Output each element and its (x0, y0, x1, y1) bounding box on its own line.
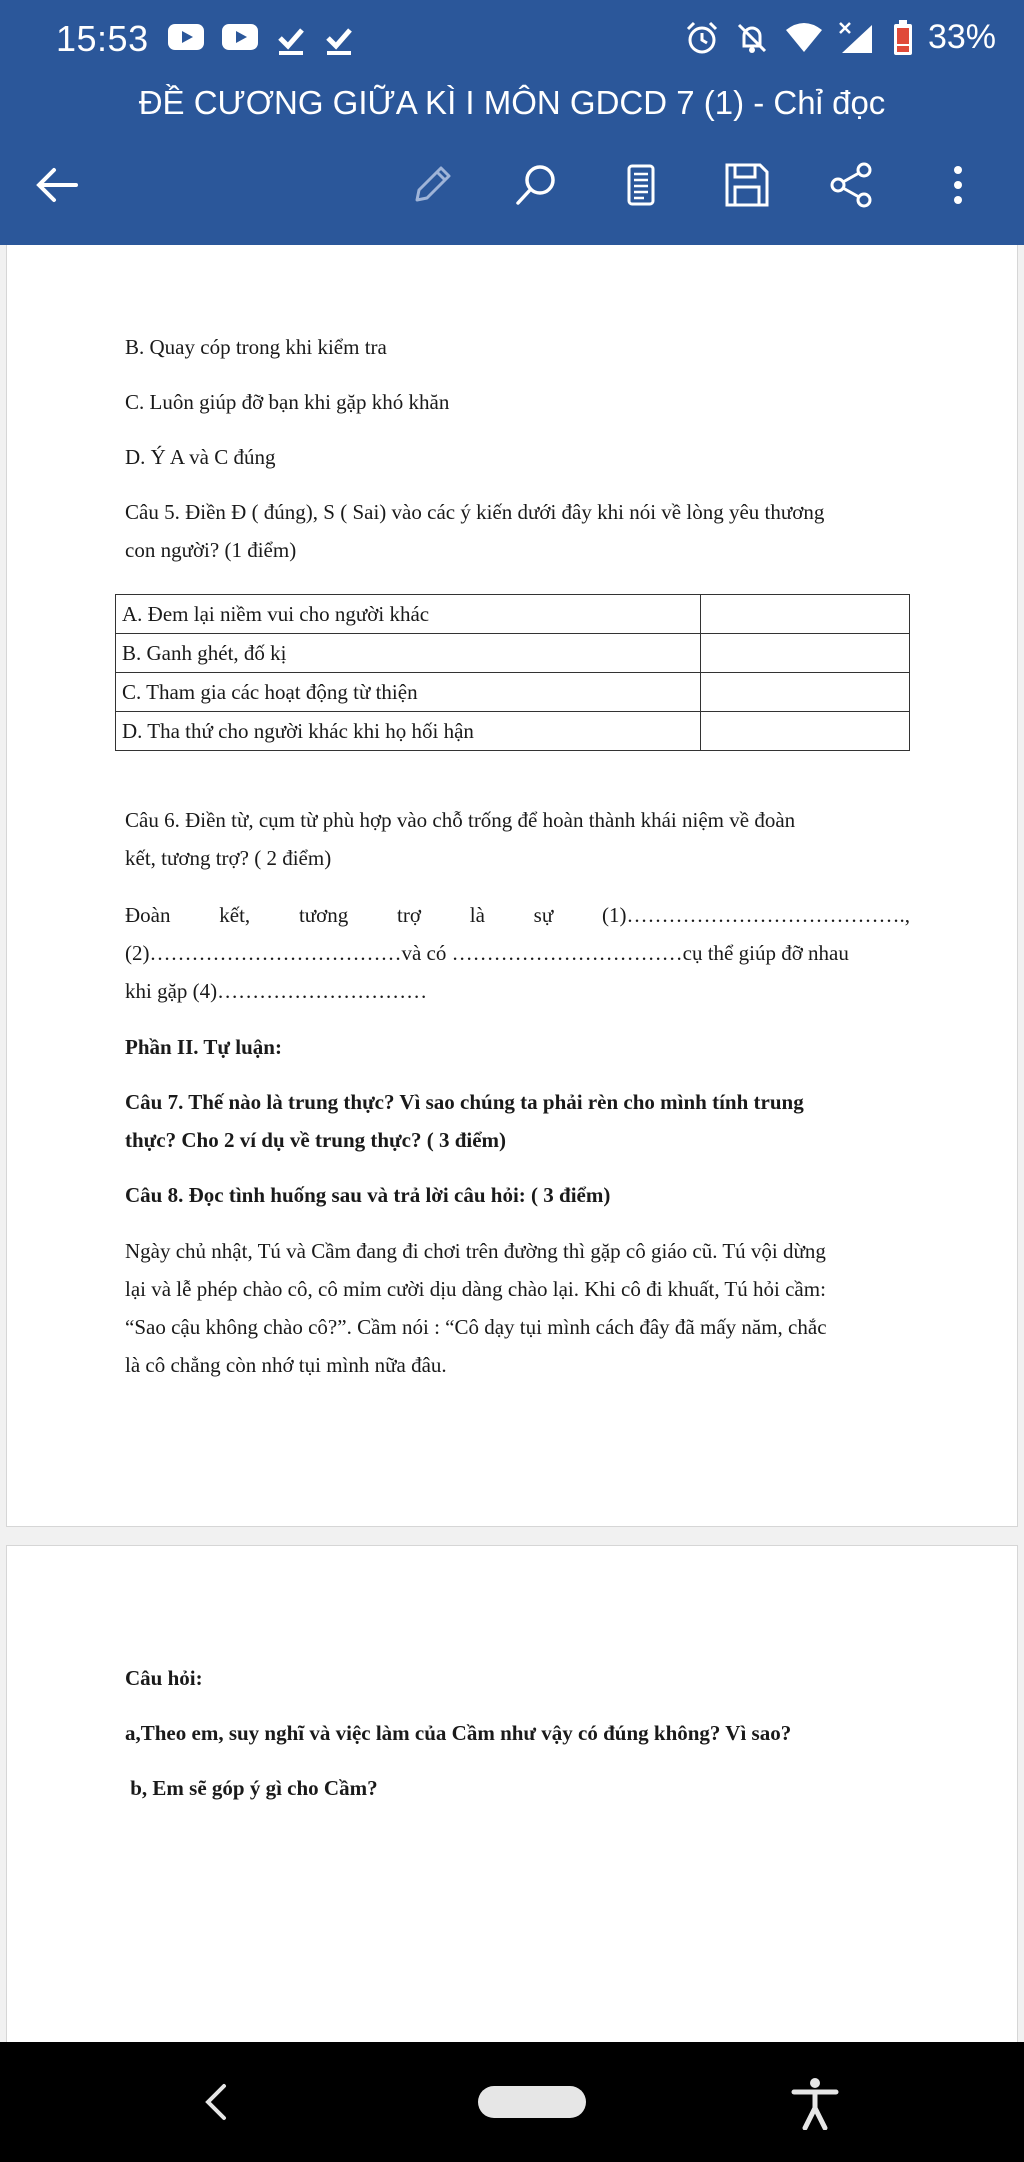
answer-option-c: C. Luôn giúp đỡ bạn khi gặp khó khăn (125, 390, 450, 414)
reading-view-button[interactable] (606, 150, 676, 220)
table-cell-statement: D. Tha thứ cho người khác khi họ hối hận (116, 712, 701, 751)
table-cell-statement: B. Ganh ghét, đố kị (116, 634, 701, 673)
question-6-line1: Câu 6. Điền từ, cụm từ phù hợp vào chỗ trống để hoàn thành khái niệm về đoàn (125, 808, 796, 832)
save-button[interactable] (712, 150, 782, 220)
document-title: ĐỀ CƯƠNG GIỮA KÌ I MÔN GDCD 7 (1) - Chỉ đọc (138, 84, 886, 121)
question-5-line1: Câu 5. Điền Đ ( đúng), S ( Sai) vào các ý kiến dưới đây khi nói về lòng yêu thương (125, 500, 825, 524)
table-cell-answer[interactable] (701, 712, 910, 751)
fill-blank-1: (1)…………………………………., (601, 903, 910, 927)
battery-percentage: 33% (927, 18, 996, 56)
youtube-icon (168, 24, 204, 50)
question-5-line2: con người? (1 điểm) (125, 538, 297, 562)
download-done-icon (276, 24, 306, 56)
back-button[interactable] (22, 150, 92, 220)
fill-in-line-2: (2)………………………………và có ……………………………cụ thể giúp đỡ nhau (125, 941, 849, 965)
battery-low-icon (892, 20, 914, 56)
status-bar (0, 0, 1024, 80)
question-6-line2: kết, tương trợ? ( 2 điểm) (125, 846, 332, 870)
fill-word: sự (533, 903, 554, 927)
table-row (116, 673, 910, 712)
wifi-icon (784, 22, 824, 54)
story-line: là cô chẳng còn nhớ tụi mình nữa đâu. (125, 1353, 447, 1377)
fill-in-line-1 (125, 896, 910, 934)
nav-home-pill[interactable] (478, 2086, 586, 2118)
fill-word: kết, (219, 903, 251, 927)
more-options-button[interactable] (923, 150, 993, 220)
search-icon (512, 160, 562, 210)
fill-in-line-3: khi gặp (4)………………………… (125, 979, 428, 1003)
signal-icon (838, 21, 878, 55)
nav-back-icon[interactable] (196, 2080, 236, 2124)
status-time: 15:53 (56, 18, 149, 59)
notifications-off-icon (734, 20, 770, 56)
answer-option-b: B. Quay cóp trong khi kiểm tra (125, 335, 387, 359)
search-button[interactable] (502, 150, 572, 220)
fill-word: tương (298, 903, 349, 927)
table-cell-answer[interactable] (701, 673, 910, 712)
table-row (116, 595, 910, 634)
question-b: b, Em sẽ góp ý gì cho Cầm? (125, 1776, 378, 1800)
save-icon (722, 160, 772, 210)
reading-view-icon (616, 160, 666, 210)
accessibility-icon[interactable] (790, 2076, 840, 2130)
answer-option-d: D. Ý A và C đúng (125, 445, 276, 469)
story-line: Ngày chủ nhật, Tú và Cầm đang đi chơi trên đường thì gặp cô giáo cũ. Tú vội dừng (125, 1239, 826, 1263)
share-icon (826, 160, 876, 210)
questions-heading: Câu hỏi: (125, 1666, 203, 1690)
edit-button[interactable] (397, 150, 467, 220)
more-vert-icon (933, 160, 983, 210)
table-cell-answer[interactable] (701, 634, 910, 673)
part-2-heading: Phần II. Tự luận: (125, 1035, 282, 1059)
question-7-line2: thực? Cho 2 ví dụ về trung thực? ( 3 điểm) (125, 1128, 507, 1152)
true-false-table (115, 594, 910, 751)
question-7-line1: Câu 7. Thế nào là trung thực? Vì sao chúng ta phải rèn cho mình tính trung (125, 1090, 804, 1114)
question-a: a,Theo em, suy nghĩ và việc làm của Cầm như vậy có đúng không? Vì sao? (125, 1721, 792, 1745)
youtube-icon (222, 24, 258, 50)
table-cell-statement: A. Đem lại niềm vui cho người khác (116, 595, 701, 634)
download-done-icon (324, 24, 354, 56)
app-toolbar (0, 80, 1024, 245)
table-row (116, 712, 910, 751)
alarm-icon (684, 20, 720, 56)
system-icons (684, 18, 996, 57)
edit-pencil-icon (407, 160, 457, 210)
table-cell-statement: C. Tham gia các hoạt động từ thiện (116, 673, 701, 712)
table-cell-answer[interactable] (701, 595, 910, 634)
fill-word: trợ (397, 903, 421, 927)
document-page-1[interactable] (6, 245, 1018, 1527)
system-nav-bar (0, 2042, 1024, 2162)
story-line: lại và lễ phép chào cô, cô mỉm cười dịu dàng chào lại. Khi cô đi khuất, Tú hỏi cầm: (125, 1277, 826, 1301)
document-page-2[interactable] (6, 1545, 1018, 2045)
story-line: “Sao cậu không chào cô?”. Cầm nói : “Cô dạy tụi mình cách đây đã mấy năm, chắc (125, 1315, 827, 1339)
table-row (116, 634, 910, 673)
notification-icons (168, 24, 354, 56)
fill-word: Đoàn (125, 903, 171, 927)
share-button[interactable] (816, 150, 886, 220)
fill-word: là (469, 903, 485, 927)
question-8: Câu 8. Đọc tình huống sau và trả lời câu hỏi: ( 3 điểm) (125, 1183, 611, 1207)
back-arrow-icon (32, 160, 82, 210)
